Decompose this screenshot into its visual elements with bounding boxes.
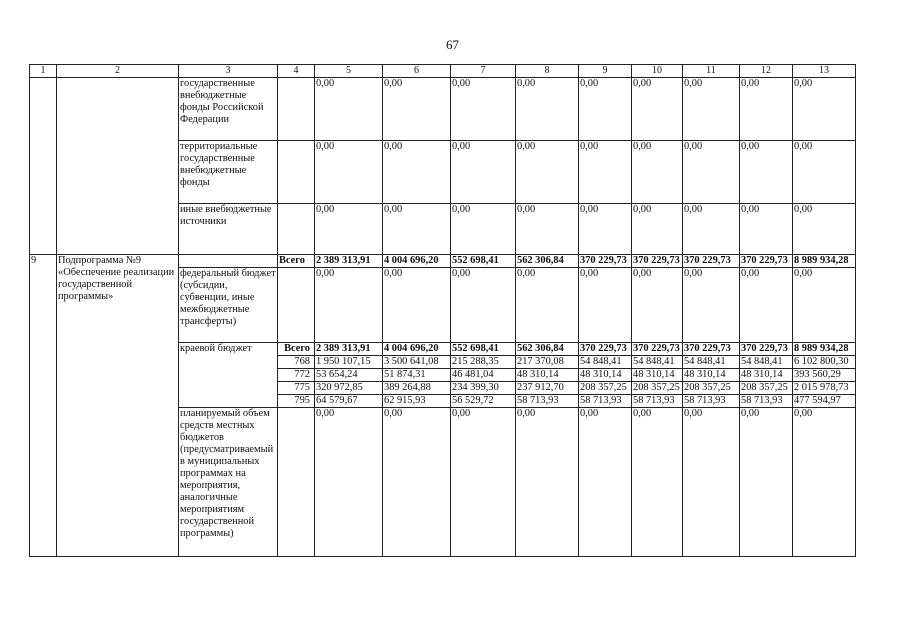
amount-cell: 48 310,14 — [683, 369, 740, 382]
amount-cell: 370 229,73 — [740, 343, 793, 356]
amount-cell: 0,00 — [579, 78, 632, 141]
column-header-7: 7 — [451, 65, 516, 78]
amount-cell: 0,00 — [632, 78, 683, 141]
amount-cell: 58 713,93 — [632, 395, 683, 408]
row-number-cell: 9 — [30, 255, 57, 557]
code-cell: Всего — [278, 255, 315, 268]
amount-cell: 208 357,25 — [683, 382, 740, 395]
amount-cell: 0,00 — [740, 408, 793, 557]
code-cell — [278, 408, 315, 557]
amount-cell: 389 264,88 — [383, 382, 451, 395]
amount-cell: 64 579,67 — [315, 395, 383, 408]
column-header-5: 5 — [315, 65, 383, 78]
amount-cell: 0,00 — [683, 204, 740, 255]
column-header-3: 3 — [179, 65, 278, 78]
amount-cell: 58 713,93 — [516, 395, 579, 408]
column-header-8: 8 — [516, 65, 579, 78]
amount-cell: 0,00 — [793, 408, 856, 557]
amount-cell: 2 389 313,91 — [315, 255, 383, 268]
amount-cell: 0,00 — [383, 268, 451, 343]
amount-cell: 0,00 — [740, 268, 793, 343]
code-cell: 768 — [278, 356, 315, 369]
amount-cell: 0,00 — [632, 408, 683, 557]
budget-table — [29, 64, 856, 557]
amount-cell: 0,00 — [383, 78, 451, 141]
amount-cell: 562 306,84 — [516, 343, 579, 356]
amount-cell: 48 310,14 — [632, 369, 683, 382]
amount-cell: 6 102 800,30 — [793, 356, 856, 369]
column-header-12: 12 — [740, 65, 793, 78]
amount-cell: 562 306,84 — [516, 255, 579, 268]
amount-cell: 217 370,08 — [516, 356, 579, 369]
header-row — [30, 65, 856, 78]
amount-cell: 0,00 — [516, 141, 579, 204]
amount-cell: 0,00 — [315, 204, 383, 255]
amount-cell: 0,00 — [516, 268, 579, 343]
funding-source-cell: иные внебюджетные источники — [179, 204, 278, 255]
code-cell — [278, 141, 315, 204]
amount-cell: 370 229,73 — [632, 255, 683, 268]
code-cell: 772 — [278, 369, 315, 382]
amount-cell: 0,00 — [315, 408, 383, 557]
amount-cell: 3 500 641,08 — [383, 356, 451, 369]
amount-cell: 0,00 — [793, 78, 856, 141]
funding-source-cell: планируемый объем средств местных бюджетов (предусматриваемый в муниципальных программах на мероприятия, аналогичные мероприятиям государственной программы) — [179, 408, 278, 557]
funding-source-cell: территориальные государственные внебюджетные фонды — [179, 141, 278, 204]
amount-cell: 1 950 107,15 — [315, 356, 383, 369]
code-cell — [278, 204, 315, 255]
amount-cell: 370 229,73 — [740, 255, 793, 268]
amount-cell: 0,00 — [383, 408, 451, 557]
amount-cell: 0,00 — [579, 204, 632, 255]
amount-cell: 552 698,41 — [451, 343, 516, 356]
amount-cell: 0,00 — [683, 78, 740, 141]
amount-cell: 208 357,25 — [579, 382, 632, 395]
amount-cell: 0,00 — [683, 141, 740, 204]
code-cell: 795 — [278, 395, 315, 408]
column-header-1: 1 — [30, 65, 57, 78]
amount-cell: 62 915,93 — [383, 395, 451, 408]
amount-cell: 48 310,14 — [516, 369, 579, 382]
amount-cell: 54 848,41 — [632, 356, 683, 369]
amount-cell: 0,00 — [793, 141, 856, 204]
amount-cell: 46 481,04 — [451, 369, 516, 382]
amount-cell: 58 713,93 — [579, 395, 632, 408]
amount-cell: 0,00 — [451, 268, 516, 343]
program-name-cell — [57, 78, 179, 255]
amount-cell: 0,00 — [683, 268, 740, 343]
program-name-cell: Подпрограмма №9 «Обеспечение реализации государственной программы» — [57, 255, 179, 557]
amount-cell: 0,00 — [632, 204, 683, 255]
amount-cell: 8 989 934,28 — [793, 255, 856, 268]
amount-cell: 393 560,29 — [793, 369, 856, 382]
amount-cell: 48 310,14 — [579, 369, 632, 382]
column-header-4: 4 — [278, 65, 315, 78]
amount-cell: 51 874,31 — [383, 369, 451, 382]
amount-cell: 58 713,93 — [683, 395, 740, 408]
amount-cell: 2 015 978,73 — [793, 382, 856, 395]
amount-cell: 208 357,25 — [740, 382, 793, 395]
funding-source-cell — [179, 255, 278, 268]
table-body — [30, 65, 856, 557]
row-number-cell — [30, 78, 57, 255]
amount-cell: 370 229,73 — [683, 343, 740, 356]
table-row — [30, 255, 856, 268]
amount-cell: 0,00 — [632, 268, 683, 343]
column-header-6: 6 — [383, 65, 451, 78]
amount-cell: 54 848,41 — [740, 356, 793, 369]
amount-cell: 0,00 — [683, 408, 740, 557]
amount-cell: 0,00 — [632, 141, 683, 204]
amount-cell: 54 848,41 — [683, 356, 740, 369]
amount-cell: 0,00 — [516, 408, 579, 557]
amount-cell: 0,00 — [315, 78, 383, 141]
amount-cell: 370 229,73 — [579, 255, 632, 268]
column-header-2: 2 — [57, 65, 179, 78]
amount-cell: 58 713,93 — [740, 395, 793, 408]
amount-cell: 0,00 — [579, 408, 632, 557]
amount-cell: 0,00 — [451, 408, 516, 557]
amount-cell: 477 594,97 — [793, 395, 856, 408]
amount-cell: 4 004 696,20 — [383, 255, 451, 268]
funding-source-cell: государственные внебюджетные фонды Российской Федерации — [179, 78, 278, 141]
amount-cell: 0,00 — [383, 141, 451, 204]
amount-cell: 54 848,41 — [579, 356, 632, 369]
amount-cell: 0,00 — [579, 268, 632, 343]
amount-cell: 0,00 — [451, 141, 516, 204]
amount-cell: 0,00 — [579, 141, 632, 204]
amount-cell: 0,00 — [740, 78, 793, 141]
amount-cell: 370 229,73 — [632, 343, 683, 356]
funding-source-cell: федеральный бюджет (субсидии, субвенции, иные межбюджетные трансферты) — [179, 268, 278, 343]
amount-cell: 0,00 — [315, 268, 383, 343]
code-cell — [278, 78, 315, 141]
amount-cell: 208 357,25 — [632, 382, 683, 395]
amount-cell: 370 229,73 — [683, 255, 740, 268]
amount-cell: 0,00 — [740, 141, 793, 204]
column-header-10: 10 — [632, 65, 683, 78]
amount-cell: 0,00 — [451, 78, 516, 141]
amount-cell: 8 989 934,28 — [793, 343, 856, 356]
amount-cell: 53 654,24 — [315, 369, 383, 382]
amount-cell: 0,00 — [516, 78, 579, 141]
column-header-13: 13 — [793, 65, 856, 78]
amount-cell: 0,00 — [516, 204, 579, 255]
code-cell — [278, 268, 315, 343]
page-number: 67 — [446, 37, 459, 52]
amount-cell: 234 399,30 — [451, 382, 516, 395]
amount-cell: 0,00 — [793, 204, 856, 255]
amount-cell: 56 529,72 — [451, 395, 516, 408]
column-header-9: 9 — [579, 65, 632, 78]
funding-source-cell: краевой бюджет — [179, 343, 278, 408]
amount-cell: 0,00 — [383, 204, 451, 255]
code-cell: 775 — [278, 382, 315, 395]
amount-cell: 0,00 — [315, 141, 383, 204]
table-row — [30, 78, 856, 141]
amount-cell: 2 389 313,91 — [315, 343, 383, 356]
amount-cell: 48 310,14 — [740, 369, 793, 382]
amount-cell: 4 004 696,20 — [383, 343, 451, 356]
code-cell: Всего — [278, 343, 315, 356]
amount-cell: 552 698,41 — [451, 255, 516, 268]
column-header-11: 11 — [683, 65, 740, 78]
amount-cell: 237 912,70 — [516, 382, 579, 395]
amount-cell: 320 972,85 — [315, 382, 383, 395]
amount-cell: 0,00 — [793, 268, 856, 343]
amount-cell: 0,00 — [740, 204, 793, 255]
amount-cell: 370 229,73 — [579, 343, 632, 356]
amount-cell: 0,00 — [451, 204, 516, 255]
amount-cell: 215 288,35 — [451, 356, 516, 369]
